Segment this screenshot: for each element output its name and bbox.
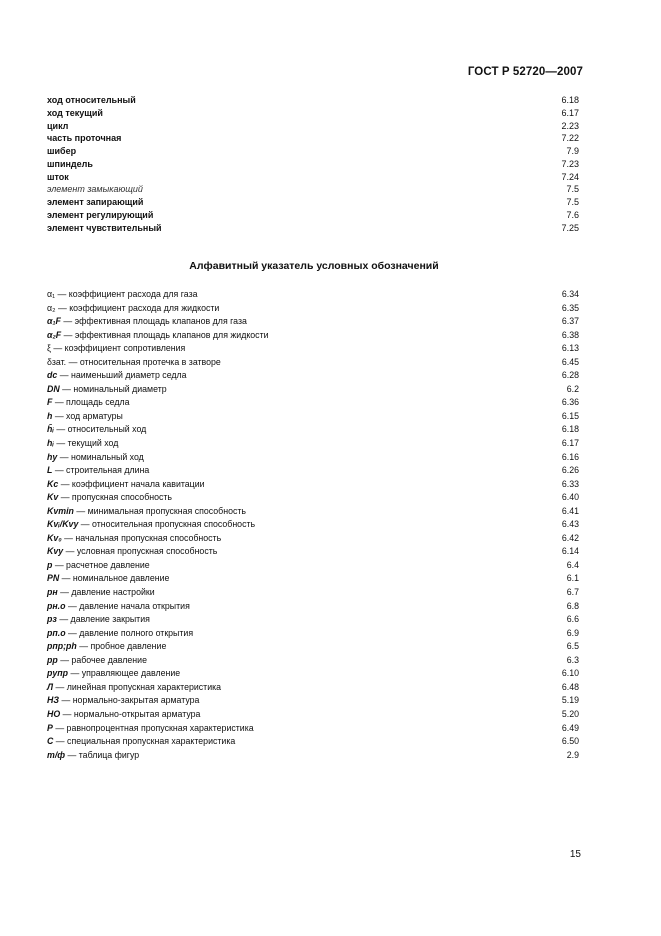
symbol-notation: Л <box>47 681 54 692</box>
symbol-row <box>47 451 579 465</box>
symbol-entry <box>47 559 150 573</box>
symbol-ref: 6.13 <box>561 343 579 354</box>
symbol-notation: h̄ᵢ <box>47 424 54 435</box>
symbol-description: — относительная протечка в затворе <box>66 356 221 367</box>
symbol-row <box>47 654 579 668</box>
symbol-entry <box>47 735 235 749</box>
symbol-row <box>47 708 579 722</box>
symbol-description: — эффективная площадь клапанов для газа <box>60 316 247 327</box>
symbol-row <box>47 302 579 316</box>
symbol-ref: 6.36 <box>561 397 579 408</box>
symbol-ref: 6.14 <box>561 546 579 557</box>
symbol-ref: 6.16 <box>561 451 579 462</box>
symbol-description: — относительный ход <box>53 424 147 435</box>
symbol-notation: Р <box>47 722 53 733</box>
symbol-notation: Kv <box>47 492 59 503</box>
term-label: часть проточная <box>47 133 122 144</box>
symbol-description: — управляющее давление <box>68 668 181 679</box>
symbol-ref: 6.41 <box>561 505 579 516</box>
symbol-notation: т/ф <box>47 749 66 760</box>
symbol-entry <box>47 600 190 614</box>
symbol-ref: 5.19 <box>561 695 579 706</box>
symbol-ref: 6.4 <box>566 559 579 570</box>
symbol-entry <box>47 586 155 600</box>
symbol-description: — давление закрытия <box>56 614 150 625</box>
symbol-ref: 6.42 <box>561 532 579 543</box>
symbol-notation: α₂ <box>47 302 56 313</box>
symbol-entry <box>47 667 180 681</box>
term-label: элемент замыкающий <box>47 184 143 195</box>
symbol-notation: PN <box>47 573 60 584</box>
symbol-description: — коэффициент начала кавитации <box>58 478 205 489</box>
symbol-ref: 6.26 <box>561 465 579 476</box>
symbol-ref: 6.18 <box>561 424 579 435</box>
symbol-row <box>47 315 579 329</box>
symbols-section-title: Алфавитный указатель условных обозначений <box>189 260 439 272</box>
symbol-notation: dс <box>47 370 58 381</box>
symbol-description: — номинальный ход <box>57 451 144 462</box>
symbol-ref: 6.43 <box>561 519 579 530</box>
symbol-ref: 6.48 <box>561 681 579 692</box>
symbol-notation: pн <box>47 587 58 598</box>
symbol-row <box>47 613 579 627</box>
symbol-entry <box>47 613 150 627</box>
symbol-entry <box>47 302 219 316</box>
term-label: шпиндель <box>47 158 93 169</box>
symbol-ref: 6.3 <box>566 654 579 665</box>
symbol-notation: Kv₀ <box>47 532 62 543</box>
symbol-ref: 6.5 <box>566 641 579 652</box>
term-ref: 7.9 <box>566 146 579 156</box>
symbol-description: — нормально-открытая арматура <box>60 708 201 719</box>
symbol-notation: pн.о <box>47 600 66 611</box>
symbol-entry <box>47 572 169 586</box>
symbol-description: — таблица фигур <box>65 749 140 760</box>
symbol-notation: DN <box>47 383 60 394</box>
symbol-description: — давление настройки <box>57 587 155 598</box>
symbol-ref: 6.45 <box>561 356 579 367</box>
symbol-description: — рабочее давление <box>57 654 147 665</box>
symbol-row <box>47 722 579 736</box>
term-ref: 7.22 <box>561 133 579 144</box>
symbol-row <box>47 627 579 641</box>
symbol-ref: 6.35 <box>561 302 579 313</box>
symbol-notation: pпр;ph <box>47 641 77 652</box>
symbol-ref: 6.38 <box>561 329 579 340</box>
symbol-row <box>47 600 579 614</box>
symbol-row <box>47 478 579 492</box>
symbol-row <box>47 667 579 681</box>
term-ref: 7.6 <box>566 209 579 220</box>
symbol-entry <box>47 722 254 736</box>
symbol-entry <box>47 356 221 370</box>
symbol-row <box>47 356 579 370</box>
symbol-description: — текущий ход <box>53 438 119 449</box>
symbol-row <box>47 586 579 600</box>
symbol-ref: 6.28 <box>561 370 579 381</box>
symbol-entry <box>47 532 221 546</box>
symbol-description: — относительная пропускная способность <box>78 519 256 530</box>
term-row <box>47 196 579 209</box>
symbol-row <box>47 545 579 559</box>
term-label: шибер <box>47 146 77 156</box>
symbol-row <box>47 640 579 654</box>
term-ref: 7.5 <box>566 184 579 195</box>
symbol-description: — пропускная способность <box>58 492 172 503</box>
symbol-row <box>47 423 579 437</box>
symbol-description: — ход арматуры <box>52 410 123 421</box>
symbol-entry <box>47 518 255 532</box>
term-row <box>47 222 579 235</box>
term-row <box>47 107 579 120</box>
symbol-description: — давление полного открытия <box>65 627 194 638</box>
symbol-notation: pупр <box>47 668 69 679</box>
symbol-entry <box>47 369 187 383</box>
symbol-ref: 6.15 <box>561 410 579 421</box>
symbol-notation: F <box>47 397 53 408</box>
term-ref: 6.17 <box>561 107 579 118</box>
symbol-description: — давление начала открытия <box>65 600 190 611</box>
symbol-row <box>47 681 579 695</box>
symbol-row <box>47 288 579 302</box>
term-label: элемент регулирующий <box>47 209 154 220</box>
symbol-ref: 6.10 <box>561 668 579 679</box>
term-row <box>47 132 579 145</box>
symbol-ref: 6.17 <box>561 438 579 449</box>
symbol-ref: 6.49 <box>561 722 579 733</box>
symbol-row <box>47 749 579 763</box>
symbol-ref: 2.9 <box>566 749 579 760</box>
symbol-description: — начальная пропускная способность <box>61 532 222 543</box>
symbol-notation: НО <box>47 708 61 719</box>
symbol-entry <box>47 694 199 708</box>
symbol-description: — площадь седла <box>52 397 130 408</box>
symbol-ref: 6.2 <box>566 383 579 394</box>
symbol-row <box>47 342 579 356</box>
symbol-entry <box>47 329 269 343</box>
symbol-description: — коэффициент сопротивления <box>50 343 186 354</box>
symbol-ref: 6.50 <box>561 736 579 747</box>
term-ref: 7.24 <box>561 171 579 182</box>
symbol-notation: hу <box>47 451 58 462</box>
term-ref: 6.18 <box>561 95 579 105</box>
symbol-description: — равнопроцентная пропускная характеристика <box>52 722 254 733</box>
symbol-description: — специальная пропускная характеристика <box>53 736 236 747</box>
symbol-description: — нормально-закрытая арматура <box>59 695 200 706</box>
symbol-notation: α₂F <box>47 329 62 340</box>
symbol-entry <box>47 464 149 478</box>
term-row <box>47 158 579 171</box>
page-number: 15 <box>569 849 581 860</box>
symbol-row <box>47 532 579 546</box>
symbol-notation: Kс <box>47 478 59 489</box>
symbol-description: — номинальный диаметр <box>59 383 167 394</box>
symbol-notation: δзат. <box>47 356 67 367</box>
symbol-description: — коэффициент расхода для жидкости <box>55 302 220 313</box>
term-ref: 7.5 <box>566 197 579 207</box>
symbol-entry <box>47 410 123 424</box>
term-row <box>47 145 579 158</box>
symbol-entry <box>47 315 247 329</box>
term-row <box>47 94 579 107</box>
symbol-ref: 6.6 <box>566 614 579 625</box>
symbol-row <box>47 437 579 451</box>
symbol-row <box>47 396 579 410</box>
term-ref: 2.23 <box>561 120 579 131</box>
symbol-ref: 6.7 <box>566 587 579 598</box>
symbol-notation: α₁ <box>47 289 56 299</box>
term-ref: 7.23 <box>561 158 579 169</box>
symbol-entry <box>47 491 172 505</box>
symbol-description: — пробное давление <box>76 641 167 652</box>
symbol-row <box>47 329 579 343</box>
symbol-entry <box>47 437 118 451</box>
symbol-description: — расчетное давление <box>52 559 150 570</box>
symbol-description: — коэффициент расхода для газа <box>55 289 198 299</box>
symbol-description: — эффективная площадь клапанов для жидкости <box>61 329 269 340</box>
term-row <box>47 209 579 222</box>
symbol-description: — условная пропускная способность <box>63 546 218 557</box>
symbol-entry <box>47 423 146 437</box>
symbol-row <box>47 383 579 397</box>
symbol-entry <box>47 505 246 519</box>
symbol-entry <box>47 627 193 641</box>
symbol-row <box>47 410 579 424</box>
symbol-notation: Kvᵢ/Kvу <box>47 519 79 530</box>
term-label: цикл <box>47 120 69 131</box>
term-label: элемент запирающий <box>47 197 144 207</box>
term-ref: 7.25 <box>561 222 579 233</box>
symbol-notation: pр <box>47 654 58 665</box>
symbol-notation: L <box>47 465 53 476</box>
symbol-notation: ξ <box>47 343 51 354</box>
symbol-notation: Kvу <box>47 546 64 557</box>
symbol-ref: 6.34 <box>561 289 579 299</box>
symbol-row <box>47 369 579 383</box>
term-label: ход текущий <box>47 107 103 118</box>
symbol-entry <box>47 478 205 492</box>
symbol-entry <box>47 654 147 668</box>
symbol-row <box>47 518 579 532</box>
symbol-notation: НЗ <box>47 695 60 706</box>
term-label: элемент чувствительный <box>47 222 162 233</box>
symbol-notation: hᵢ <box>47 438 54 449</box>
symbol-notation: h <box>47 410 53 421</box>
symbol-ref: 6.40 <box>561 492 579 503</box>
symbol-row <box>47 572 579 586</box>
symbol-ref: 6.33 <box>561 478 579 489</box>
term-label: шток <box>47 171 69 182</box>
symbol-row <box>47 694 579 708</box>
symbol-entry <box>47 383 167 397</box>
symbol-description: — номинальное давление <box>59 573 170 584</box>
symbol-description: — линейная пропускная характеристика <box>53 681 222 692</box>
term-row <box>47 171 579 184</box>
symbol-entry <box>47 451 144 465</box>
symbol-ref: 6.8 <box>566 600 579 611</box>
symbol-description: — наименьший диаметр седла <box>57 370 187 381</box>
symbol-entry <box>47 342 185 356</box>
symbol-index-list <box>47 288 579 762</box>
symbol-entry <box>47 708 200 722</box>
symbol-ref: 6.1 <box>566 573 579 584</box>
term-row <box>47 183 579 196</box>
symbol-entry <box>47 640 166 654</box>
symbol-entry <box>47 396 130 410</box>
symbol-notation: Kvmin <box>47 505 74 516</box>
symbol-notation: pп.о <box>47 627 66 638</box>
symbol-ref: 5.20 <box>561 708 579 719</box>
symbol-entry <box>47 749 139 763</box>
symbol-notation: С <box>47 736 54 747</box>
symbol-entry <box>47 545 217 559</box>
symbol-notation: p <box>47 559 53 570</box>
symbol-row <box>47 735 579 749</box>
term-index-list <box>47 94 579 234</box>
document-code: ГОСТ Р 52720—2007 <box>467 66 583 78</box>
term-row <box>47 120 579 133</box>
symbol-row <box>47 491 579 505</box>
symbol-description: — строительная длина <box>52 465 150 476</box>
symbol-notation: α₁F <box>47 316 61 327</box>
symbol-entry <box>47 681 221 695</box>
symbol-notation: pз <box>47 614 57 625</box>
symbol-row <box>47 559 579 573</box>
symbol-ref: 6.9 <box>566 627 579 638</box>
symbol-row <box>47 505 579 519</box>
symbol-entry <box>47 288 198 302</box>
symbol-ref: 6.37 <box>561 316 579 327</box>
term-label: ход относительный <box>47 95 136 105</box>
symbol-description: — минимальная пропускная способность <box>73 505 246 516</box>
symbol-row <box>47 464 579 478</box>
